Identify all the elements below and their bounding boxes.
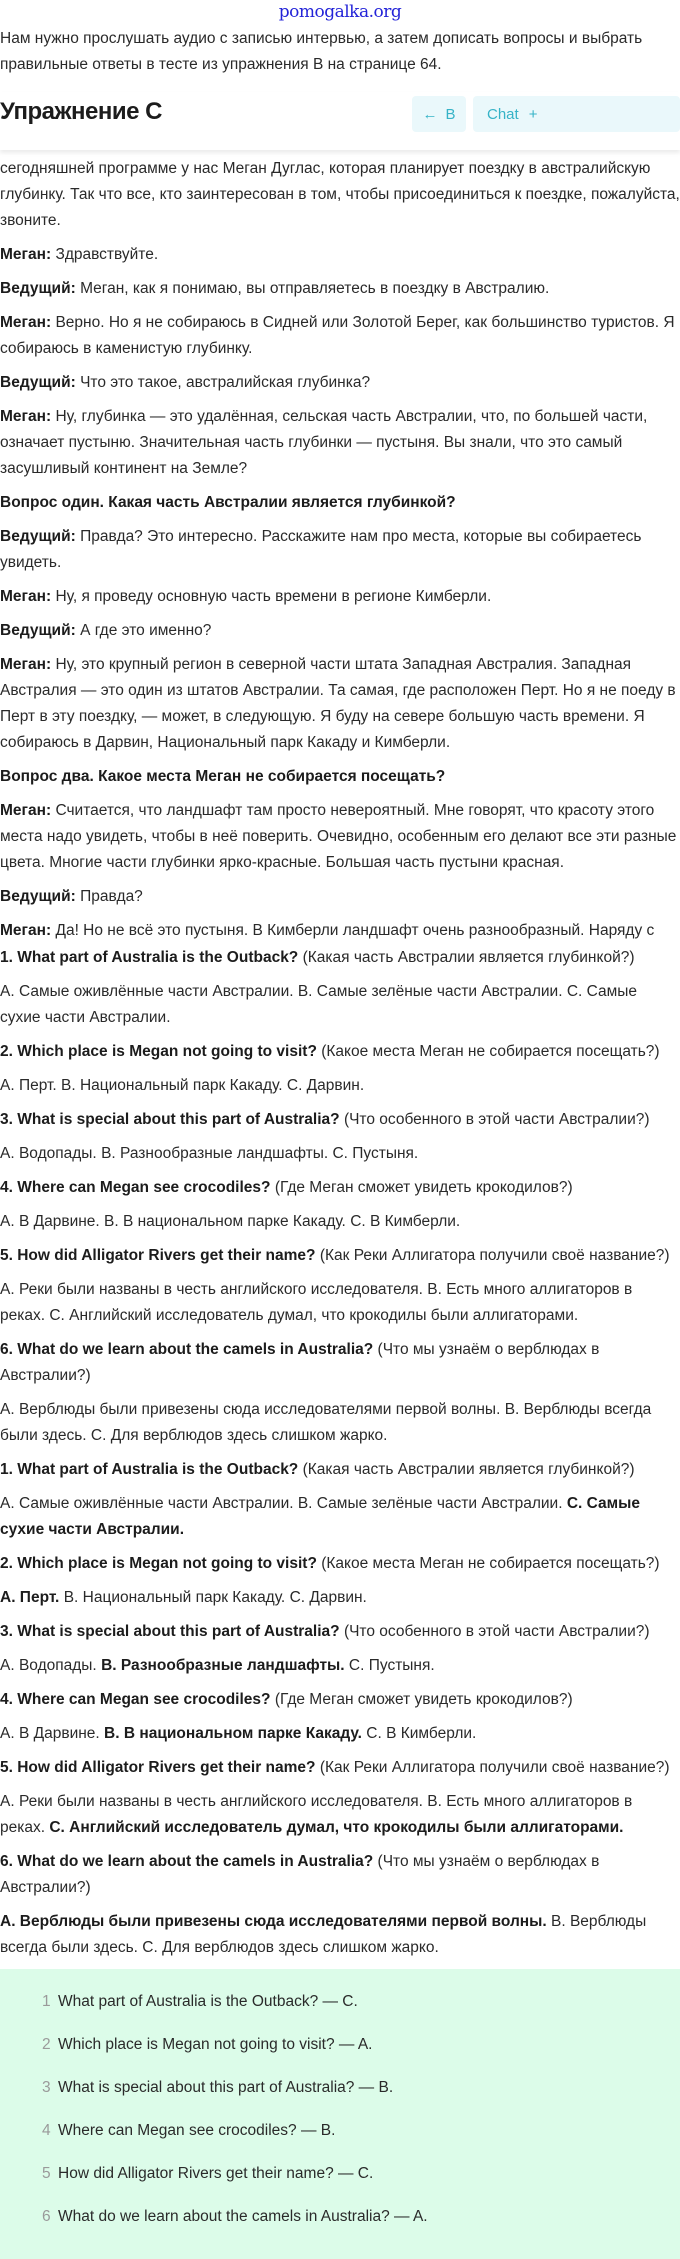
answer-number: 1 [42,1993,51,2010]
speech-text: Правда? [80,888,143,905]
question-english: 6. What do we learn about the camels in Australia? [0,1853,374,1870]
transcript-paragraph [0,524,680,576]
option: B. В национальном парке Какаду. [104,1213,346,1230]
speaker-label: Меган: [0,656,52,673]
question-russian: (Что особенного в этой части Австралии?) [343,1623,650,1640]
correct-option: C. Английский исследователь думал, что крокодилы были аллигаторами. [49,1819,624,1836]
question [0,1457,680,1483]
question [0,1175,680,1201]
transcript-paragraph [0,798,680,876]
option: A. Перт. [0,1077,57,1094]
question-options [0,1721,680,1747]
answer-number: 3 [42,2079,51,2096]
question-russian: (Какая часть Австралии является глубинкой?) [302,1461,635,1478]
option: B. Самые зелёные части Австралии. [297,983,563,1000]
page-title: Упражнение C [0,98,162,125]
question-russian: (Какое места Меган не собирается посещать?) [321,1555,660,1572]
option: C. Для верблюдов здесь слишком жарко. [142,1939,439,1956]
speech-text: Ну, глубинка — это удалённая, сельская часть Австралии, что, по большей части, означает пустыню. Значительная часть глубинки — пустыня. Вы знали, что это самый засушливый континент на Земле? [0,408,648,477]
question-english: 1. What part of Australia is the Outback? [0,1461,299,1478]
speech-text: Меган, как я понимаю, вы отправляетесь в поездку в Австралию. [80,280,550,297]
question-options [0,1789,680,1841]
option: C. Пустыня. [348,1657,435,1674]
speaker-label: Меган: [0,588,52,605]
option: B. Есть много аллигаторов в реках. [0,1793,633,1836]
answer-text: Which place is Megan not going to visit? — A. [58,2036,373,2053]
transcript-paragraph [0,310,680,362]
question-options [0,1141,680,1167]
speaker-label: Ведущий: [0,622,76,639]
option: A. Водопады. [0,1657,97,1674]
question-english: 4. Where can Megan see crocodiles? [0,1179,271,1196]
question [0,945,680,971]
speaker-label: Ведущий: [0,528,76,545]
arrow-left-icon: ← [422,105,438,123]
option: A. В Дарвине. [0,1725,100,1742]
question [0,1337,680,1389]
question-options [0,1073,680,1099]
option: A. Верблюды были привезены сюда исследователями первой волны. [0,1401,501,1418]
option: B. Национальный парк Какаду. [61,1077,283,1094]
question-english: 5. How did Alligator Rivers get their name? [0,1247,316,1264]
answer-item [42,1991,680,2034]
transcript-scroll-area[interactable] [0,150,680,945]
correct-option: C. Самые сухие части Австралии. [0,1495,640,1538]
transcript-paragraph [0,490,680,516]
task-description: Нам нужно прослушать аудио с записью интервью, а затем дописать вопросы и выбрать правильные ответы в тесте из упражнения B на странице 64. [0,30,643,73]
speech-text: Ну, это крупный регион в северной части штата Западная Австралия. Западная Австралия — это один из штатов Австралии. Та самая, где расположен Перт. Но я не поеду в Перт в эту поездку, — может, в следующую. Я буду на севере большую часть времени. Я собираюсь в Дарвин, Национальный парк Какаду и Кимберли. [0,656,676,751]
speech-text: Что это такое, австралийская глубинка? [80,374,371,391]
option: B. Верблюды всегда были здесь. [0,1401,652,1444]
transcript-paragraph [0,370,680,396]
speaker-label: Ведущий: [0,280,76,297]
option: C. Дарвин. [286,1077,365,1094]
question [0,1107,680,1133]
option: A. Самые оживлённые части Австралии. [0,1495,294,1512]
answer-number: 4 [42,2122,51,2139]
speaker-label: Ведущий: [0,374,76,391]
option: C. Дарвин. [289,1589,367,1606]
option: A. Реки были названы в честь английского исследователя. [0,1281,423,1298]
back-to-b-button[interactable] [412,96,466,132]
option: B. Верблюды всегда были здесь. [0,1913,647,1956]
option: A. Реки были названы в честь английского исследователя. [0,1793,423,1810]
option: C. Английский исследователь думал, что крокодилы были аллигаторами. [49,1307,579,1324]
question-english: 1. What part of Australia is the Outback? [0,949,299,966]
back-label: B [445,105,456,123]
question-russian: (Какая часть Австралии является глубинкой?) [302,949,635,966]
question-english: 3. What is special about this part of Australia? [0,1623,340,1640]
answer-item [42,2077,680,2120]
exercise-header [0,92,680,150]
speaker-label: Меган: [0,922,52,939]
plus-icon: + [528,105,538,123]
speaker-label: Меган: [0,408,52,425]
option: B. Самые зелёные части Австралии. [297,1495,563,1512]
question [0,1243,680,1269]
correct-option: A. Верблюды были привезены сюда исследователями первой волны. [0,1913,547,1930]
transcript-paragraph [0,276,680,302]
speaker-label: Меган: [0,314,52,331]
question-english: 5. How did Alligator Rivers get their name? [0,1759,316,1776]
question-russian: (Что особенного в этой части Австралии?) [343,1111,650,1128]
question-russian: (Где Меган сможет увидеть крокодилов?) [274,1179,573,1196]
answer-text: Where can Megan see crocodiles? — B. [58,2122,336,2139]
question-russian: (Как Реки Аллигатора получили своё название?) [319,1759,670,1776]
speaker-label: Меган: [0,802,52,819]
question-options [0,1397,680,1449]
option: B. Разнообразные ландшафты. [101,1145,329,1162]
speech-text: Считается, что ландшафт там просто невероятный. Мне говорят, что красоту этого места надо увидеть, чтобы в неё поверить. Очевидно, особенным его делают все эти разные цвета. Многие части глубинки ярко-красные. Большая часть пустыни красная. [0,802,677,871]
question-russian: (Какое места Меган не собирается посещать?) [321,1043,660,1060]
answer-text: What part of Australia is the Outback? — C. [58,1993,358,2010]
correct-option: A. Перт. [0,1589,60,1606]
option: A. Водопады. [0,1145,97,1162]
answer-text: What do we learn about the camels in Australia? — A. [58,2208,428,2225]
question-russian: (Как Реки Аллигатора получили своё название?) [319,1247,670,1264]
question-russian: (Где Меган сможет увидеть крокодилов?) [274,1691,573,1708]
correct-option: B. Разнообразные ландшафты. [101,1657,345,1674]
question-english: 2. Which place is Megan not going to visit? [0,1043,317,1060]
transcript-paragraph [0,652,680,756]
option: C. Пустыня. [332,1145,419,1162]
speech-text: Верно. Но я не собираюсь в Сидней или Золотой Берег, как большинство туристов. Я собираюсь в каменистую глубинку. [0,314,675,357]
transcript-paragraph [0,242,680,268]
transcript-paragraph [0,584,680,610]
speech-text: Да! Но не всё это пустыня. В Кимберли ландшафт очень разнообразный. Наряду с [55,922,655,939]
question-options [0,1277,680,1329]
answer-item [42,2163,680,2206]
question-options [0,1909,680,1961]
watermark-logo: pomogalka.org [278,2,402,22]
transcript-paragraph [0,404,680,482]
correct-option: B. В национальном парке Какаду. [104,1725,362,1742]
question [0,1039,680,1065]
chat-button[interactable] [473,96,680,132]
question [0,1755,680,1781]
answer-text: What is special about this part of Australia? — B. [58,2079,394,2096]
chat-label: Chat [487,105,519,123]
question-english: 6. What do we learn about the camels in Australia? [0,1341,374,1358]
question [0,1687,680,1713]
option: C. Для верблюдов здесь слишком жарко. [90,1427,388,1444]
question [0,1619,680,1645]
answer-item [42,2034,680,2077]
answer-item [42,2206,680,2249]
question-options [0,1585,680,1611]
speaker-label: Ведущий: [0,888,76,905]
question-announcement: Вопрос два. Какое места Меган не собирается посещать? [0,768,446,785]
question-options [0,1209,680,1235]
option: B. Национальный парк Какаду. [63,1589,286,1606]
question-options [0,1491,680,1543]
transcript-paragraph [0,884,680,910]
speaker-label: Меган: [0,246,52,263]
answer-number: 2 [42,2036,51,2053]
speech-text: Ну, я проведу основную часть времени в регионе Кимберли. [55,588,492,605]
option: C. В Кимберли. [350,1213,461,1230]
answer-item [42,2120,680,2163]
transcript-paragraph [0,156,680,234]
option: A. В Дарвине. [0,1213,100,1230]
questions-answered-list [0,1457,680,1961]
speech-text: сегодняшней программе у нас Меган Дуглас, которая планирует поездку в австралийскую глубинку. Так что все, кто заинтересован в том, чтобы присоединиться к поездке, пожалуйста, звоните. [0,160,680,229]
question-announcement: Вопрос один. Какая часть Австралии является глубинкой? [0,494,456,511]
answer-number: 6 [42,2208,51,2225]
question-russian: (Что мы узнаём о верблюдах в Австралии?) [0,1853,600,1896]
answer-text: How did Alligator Rivers get their name? — C. [58,2165,374,2182]
option: B. Есть много аллигаторов в реках. [0,1281,633,1324]
question-russian: (Что мы узнаём о верблюдах в Австралии?) [0,1341,600,1384]
question-english: 3. What is special about this part of Australia? [0,1111,340,1128]
speech-text: Здравствуйте. [55,246,159,263]
transcript-paragraph [0,618,680,644]
transcript-paragraph [0,918,680,945]
speech-text: А где это именно? [80,622,212,639]
transcript-paragraph [0,764,680,790]
option: C. Самые сухие части Австралии. [0,983,638,1026]
question-options [0,979,680,1031]
answer-number: 5 [42,2165,51,2182]
question-options [0,1653,680,1679]
questions-list [0,945,680,1449]
question [0,1849,680,1901]
answers-panel [0,1969,680,2259]
option: A. Самые оживлённые части Австралии. [0,983,294,1000]
speech-text: Правда? Это интересно. Расскажите нам про места, которые вы собираетесь увидеть. [0,528,642,571]
question-english: 2. Which place is Megan not going to visit? [0,1555,317,1572]
question [0,1551,680,1577]
option: C. В Кимберли. [366,1725,477,1742]
question-english: 4. Where can Megan see crocodiles? [0,1691,271,1708]
